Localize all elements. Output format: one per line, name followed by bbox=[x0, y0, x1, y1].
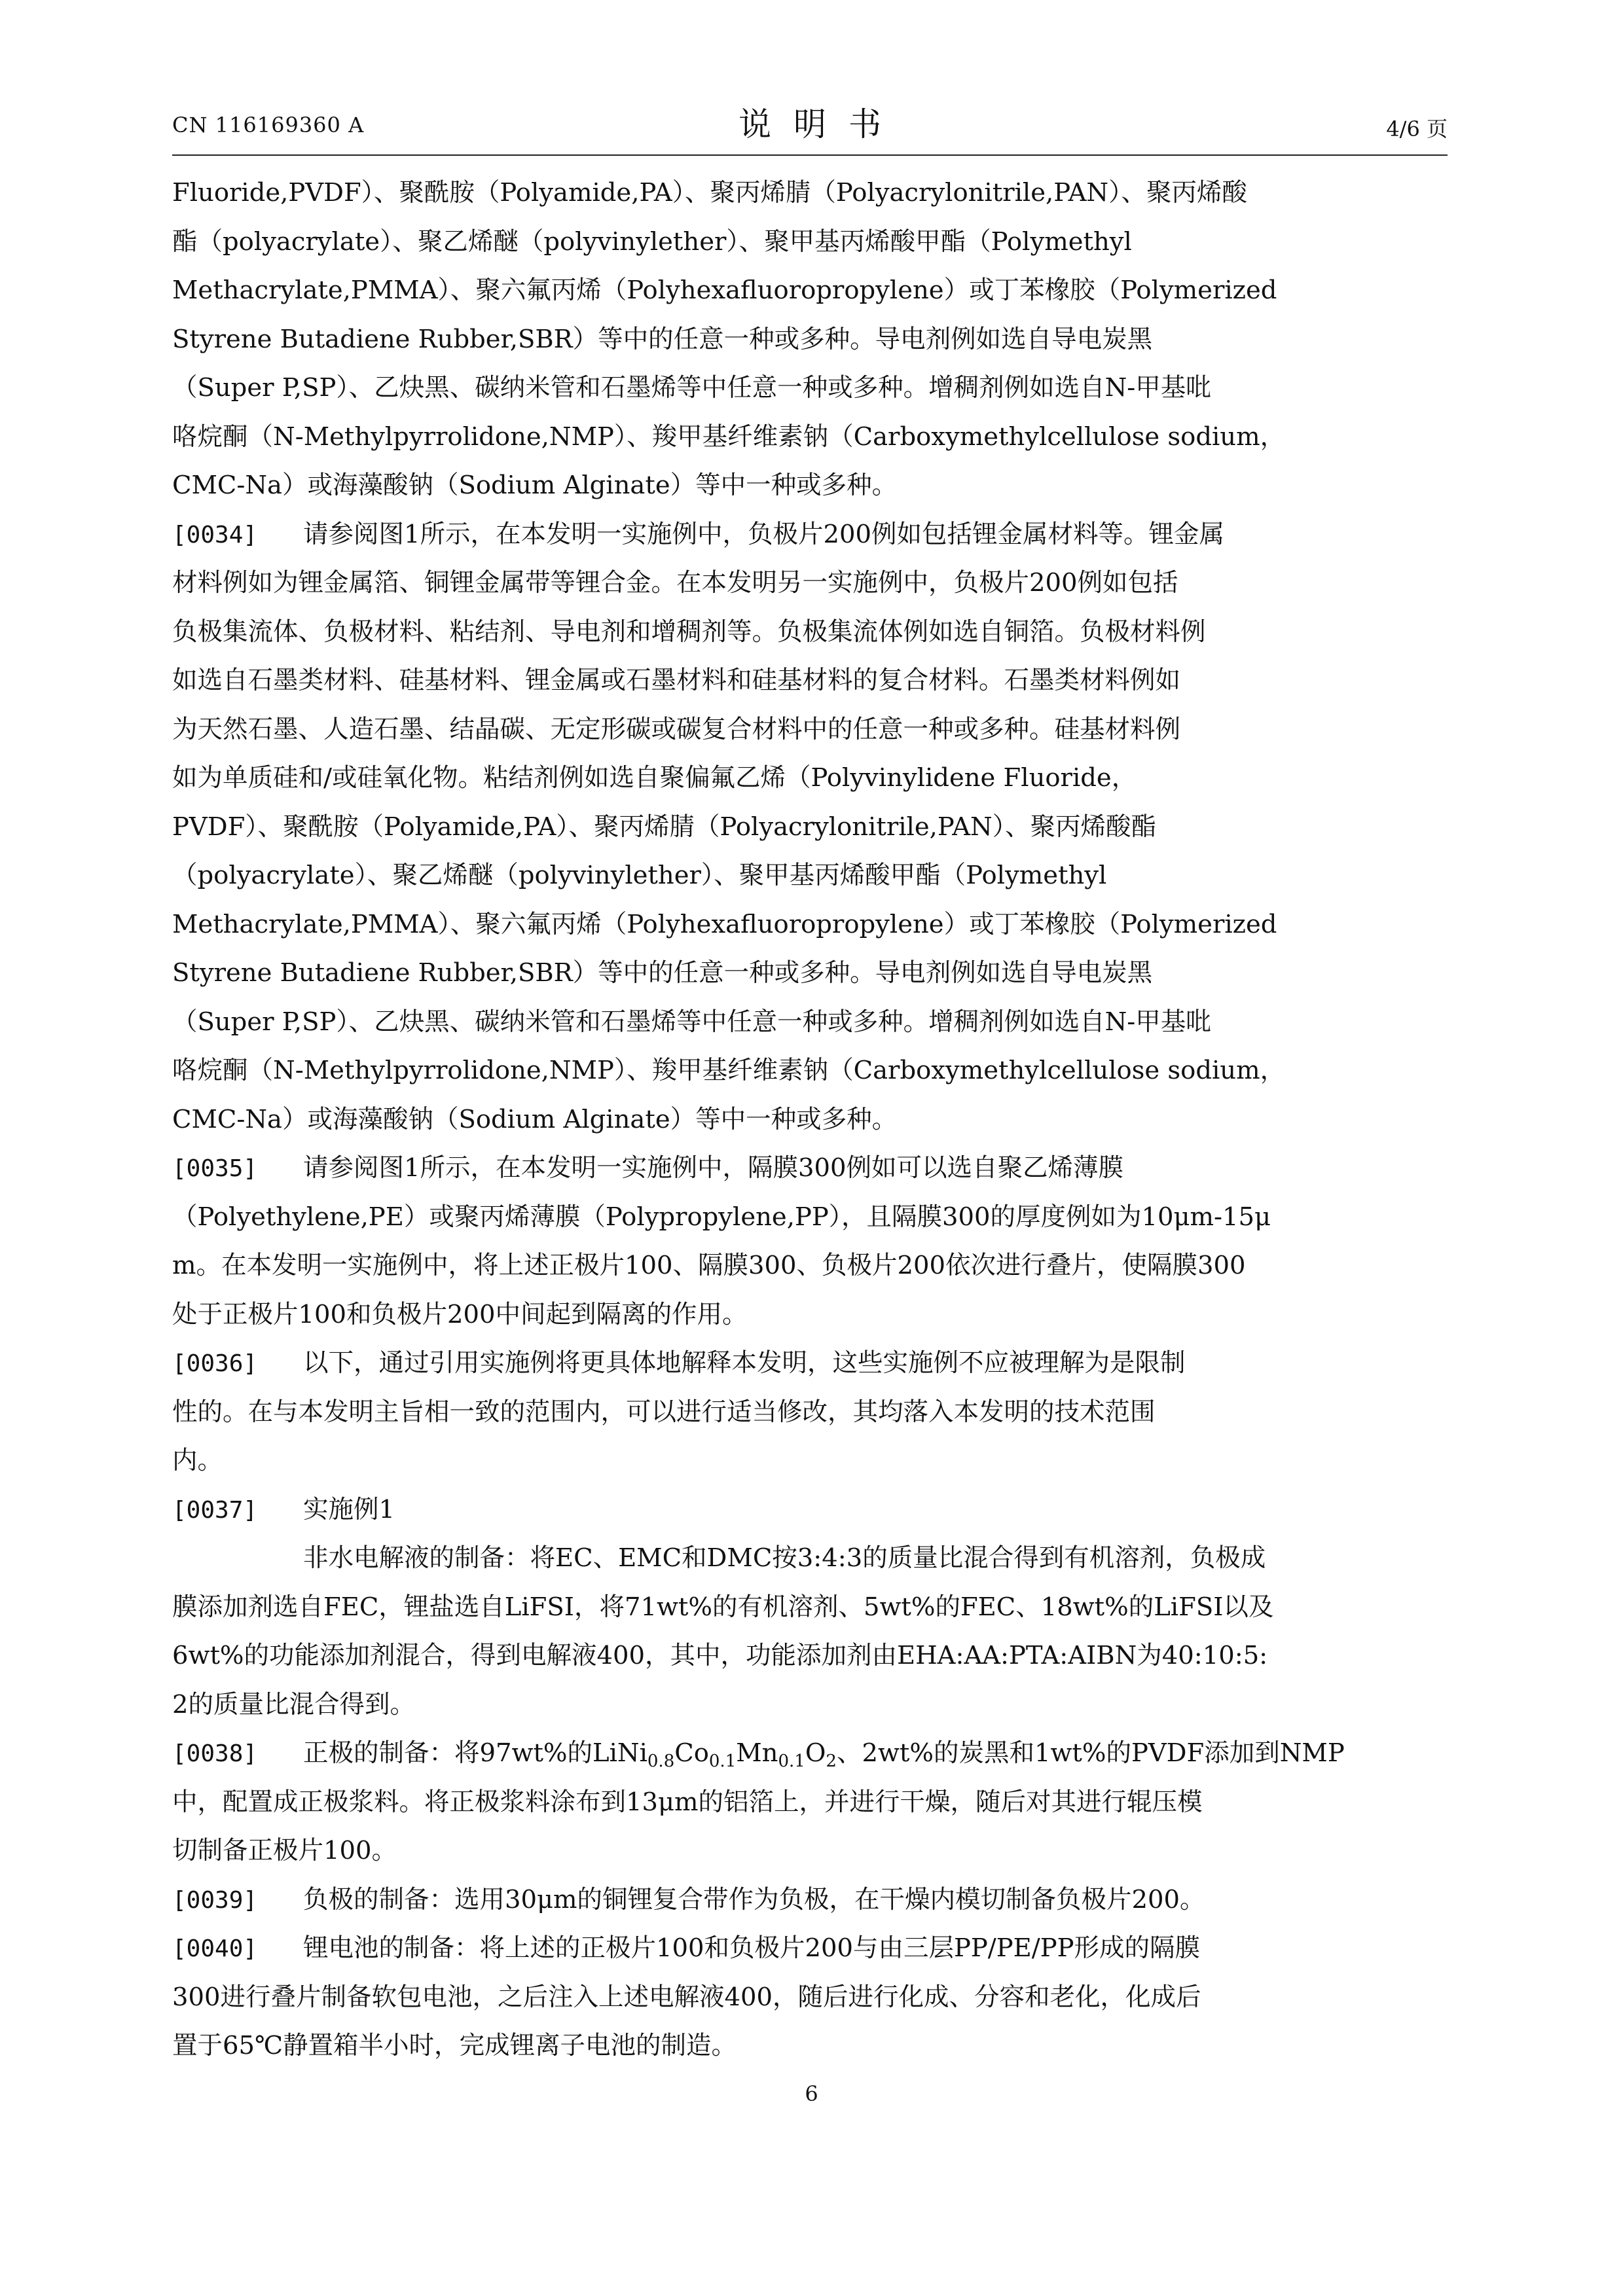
text-line: 内。 bbox=[172, 1446, 223, 1475]
text-line: 2的质量比混合得到。 bbox=[172, 1689, 415, 1719]
example-heading: 实施例1 bbox=[303, 1494, 395, 1524]
text-line: 咯烷酮（N-Methylpyrrolidone,NMP）、羧甲基纤维素钠（Carboxymethylcellulose sodium， bbox=[172, 422, 1286, 452]
page-header bbox=[172, 98, 1448, 144]
paragraph-0035 bbox=[172, 1144, 1448, 1339]
text-line: 咯烷酮（N-Methylpyrrolidone,NMP）、羧甲基纤维素钠（Carboxymethylcellulose sodium， bbox=[172, 1056, 1286, 1085]
subscript: 2 bbox=[826, 1751, 837, 1771]
text-line: 性的。在与本发明主旨相一致的范围内，可以进行适当修改，其均落入本发明的技术范围 bbox=[172, 1397, 1156, 1427]
paragraph-0038 bbox=[172, 1729, 1448, 1876]
text-line: Methacrylate,PMMA）、聚六氟丙烯（Polyhexafluoropropylene）或丁苯橡胶（Polymerized bbox=[172, 276, 1277, 305]
text-line: （polyacrylate）、聚乙烯醚（polyvinylether）、聚甲基丙烯酸甲酯（Polymethyl bbox=[172, 861, 1107, 890]
paragraph-number: [0035] bbox=[172, 1155, 258, 1182]
document-body bbox=[172, 169, 1448, 2071]
paragraph-number: [0036] bbox=[172, 1350, 258, 1377]
text-line: Styrene Butadiene Rubber,SBR）等中的任意一种或多种。导电剂例如选自导电炭黑 bbox=[172, 958, 1153, 988]
text-line: 负极集流体、负极材料、粘结剂、导电剂和增稠剂等。负极集流体例如选自铜箔。负极材料例 bbox=[172, 617, 1206, 647]
text-line: 酯（polyacrylate）、聚乙烯醚（polyvinylether）、聚甲基丙烯酸甲酯（Polymethyl bbox=[172, 226, 1132, 257]
text-line: 请参阅图1所示，在本发明一实施例中，隔膜300例如可以选自聚乙烯薄膜 bbox=[303, 1153, 1123, 1183]
paragraph-0036 bbox=[172, 1339, 1448, 1486]
paragraph-number: [0040] bbox=[172, 1935, 258, 1962]
text-line: 如选自石墨类材料、硅基材料、锂金属或石墨材料和硅基材料的复合材料。石墨类材料例如 bbox=[172, 666, 1181, 695]
text-line: 300进行叠片制备软包电池，之后注入上述电解液400，随后进行化成、分容和老化，化成后 bbox=[172, 1982, 1201, 2012]
text-line: m。在本发明一实施例中，将上述正极片100、隔膜300、负极片200依次进行叠片，使隔膜300 bbox=[172, 1251, 1246, 1280]
page-number: 6 bbox=[805, 2081, 818, 2106]
text-line: 置于65℃静置箱半小时，完成锂离子电池的制造。 bbox=[172, 2031, 737, 2060]
text-line: Methacrylate,PMMA）、聚六氟丙烯（Polyhexafluoropropylene）或丁苯橡胶（Polymerized bbox=[172, 909, 1277, 939]
paragraph-0037 bbox=[172, 1486, 1448, 1730]
paragraph-number: [0034] bbox=[172, 521, 258, 548]
text-line: 以下，通过引用实施例将更具体地解释本发明，这些实施例不应被理解为是限制 bbox=[303, 1348, 1186, 1378]
subscript: 0.1 bbox=[778, 1751, 805, 1771]
text-line: Styrene Butadiene Rubber,SBR）等中的任意一种或多种。导电剂例如选自导电炭黑 bbox=[172, 324, 1153, 354]
subscript: 0.8 bbox=[647, 1751, 675, 1771]
text-line: 负极的制备：选用30μm的铜锂复合带作为负极，在干燥内模切制备负极片200。 bbox=[303, 1884, 1205, 1914]
paragraph-number: [0039] bbox=[172, 1886, 258, 1914]
page-indicator: 4/6 页 bbox=[1386, 117, 1448, 141]
publication-number: CN 116169360 A bbox=[172, 113, 365, 137]
paragraph-number: [0037] bbox=[172, 1496, 258, 1524]
header-rule bbox=[172, 154, 1448, 156]
element-symbol: Mn bbox=[736, 1738, 778, 1768]
text-line: PVDF）、聚酰胺（Polyamide,PA）、聚丙烯腈（Polyacrylonitrile,PAN）、聚丙烯酸酯 bbox=[172, 812, 1156, 842]
text-line: 材料例如为锂金属箔、铜锂金属带等锂合金。在本发明另一实施例中，负极片200例如包括 bbox=[172, 568, 1178, 598]
text-line: 锂电池的制备：将上述的正极片100和负极片200与由三层PP/PE/PP形成的隔膜 bbox=[303, 1933, 1201, 1963]
text-line: （Super P,SP）、乙炔黑、碳纳米管和石墨烯等中任意一种或多种。增稠剂例如选自N-甲基吡 bbox=[172, 1007, 1211, 1037]
text-line: 膜添加剂选自FEC，锂盐选自LiFSI，将71wt%的有机溶剂、5wt%的FEC、18wt%的LiFSI以及 bbox=[172, 1592, 1274, 1622]
element-symbol: O bbox=[805, 1738, 826, 1768]
text-line: （Super P,SP）、乙炔黑、碳纳米管和石墨烯等中任意一种或多种。增稠剂例如选自N-甲基吡 bbox=[172, 373, 1211, 403]
text-line: 中，配置成正极浆料。将正极浆料涂布到13μm的铝箔上，并进行干燥，随后对其进行辊压模 bbox=[172, 1787, 1203, 1817]
paragraph-number: [0038] bbox=[172, 1740, 258, 1767]
text-line: CMC-Na）或海藻酸钠（Sodium Alginate）等中一种或多种。 bbox=[172, 1104, 898, 1134]
text-line: CMC-Na）或海藻酸钠（Sodium Alginate）等中一种或多种。 bbox=[172, 471, 898, 500]
paragraph-0040 bbox=[172, 1924, 1448, 2071]
text-line-prefix: 正极的制备：将97wt%的LiNi bbox=[303, 1738, 647, 1768]
document-title: 说明书 bbox=[739, 105, 903, 143]
text-line: 切制备正极片100。 bbox=[172, 1836, 397, 1865]
text-line-suffix: 、2wt%的炭黑和1wt%的PVDF添加到NMP bbox=[836, 1738, 1345, 1768]
text-line: Fluoride,PVDF）、聚酰胺（Polyamide,PA）、聚丙烯腈（Polyacrylonitrile,PAN）、聚丙烯酸 bbox=[172, 178, 1247, 207]
text-line: 请参阅图1所示，在本发明一实施例中，负极片200例如包括锂金属材料等。锂金属 bbox=[303, 519, 1224, 549]
text-line: （Polyethylene,PE）或聚丙烯薄膜（Polypropylene,PP），且隔膜300的厚度例如为10μm-15μ bbox=[172, 1202, 1271, 1232]
paragraph-0034 bbox=[172, 511, 1448, 1145]
text-line: 非水电解液的制备：将EC、EMC和DMC按3:4:3的质量比混合得到有机溶剂，负极成 bbox=[303, 1543, 1266, 1573]
subscript: 0.1 bbox=[708, 1751, 737, 1771]
element-symbol: Co bbox=[674, 1738, 709, 1768]
text-line: 如为单质硅和/或硅氧化物。粘结剂例如选自聚偏氟乙烯（Polyvinylidene Fluoride， bbox=[172, 763, 1137, 793]
text-line: 为天然石墨、人造石墨、结晶碳、无定形碳或碳复合材料中的任意一种或多种。硅基材料例 bbox=[172, 714, 1181, 744]
paragraph-0039 bbox=[172, 1876, 1448, 1925]
text-line: 6wt%的功能添加剂混合，得到电解液400，其中，功能添加剂由EHA:AA:PTA:AIBN为40:10:5: bbox=[172, 1641, 1268, 1670]
continuation-paragraph bbox=[172, 169, 1448, 511]
text-line: 处于正极片100和负极片200中间起到隔离的作用。 bbox=[172, 1299, 748, 1329]
